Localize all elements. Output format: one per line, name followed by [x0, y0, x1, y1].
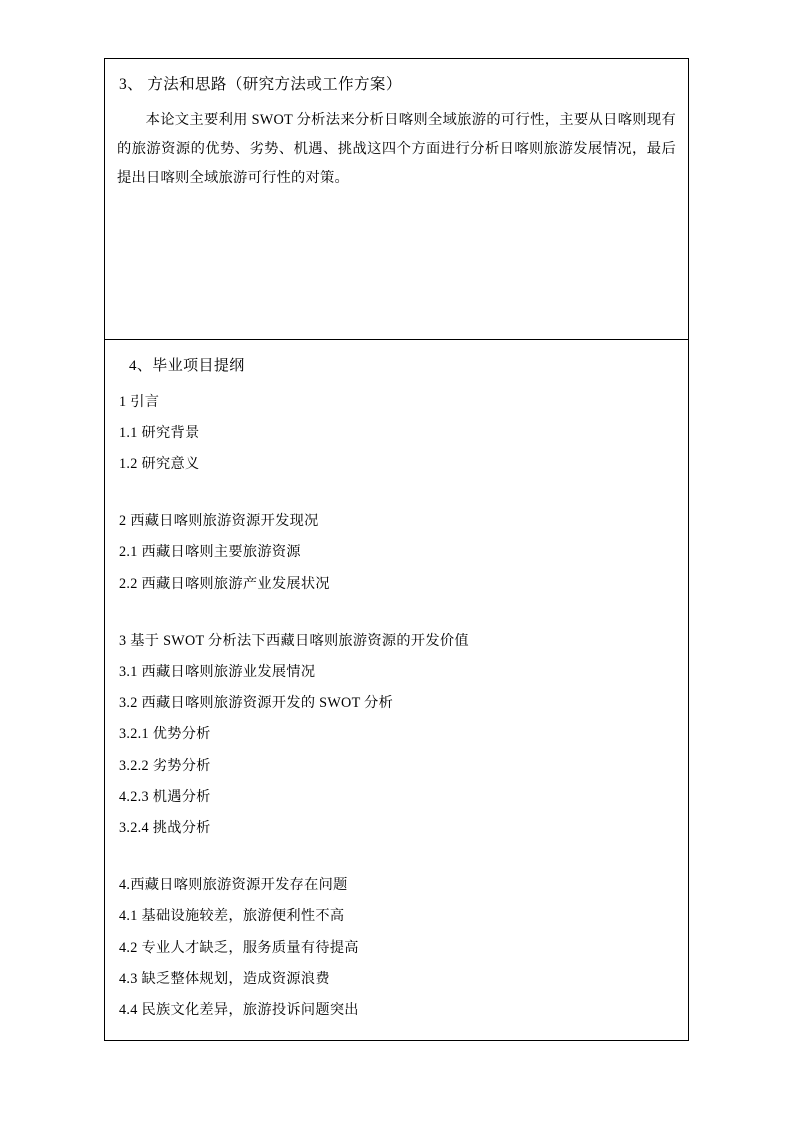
list-item: 2.2 西藏日喀则旅游产业发展状况: [119, 575, 330, 592]
list-item-spacer: [117, 599, 676, 625]
list-item: 1 引言: [119, 393, 160, 410]
list-item: 2.1 西藏日喀则主要旅游资源: [119, 544, 301, 561]
list-item: 1.2 研究意义: [119, 455, 200, 472]
section-heading-outline: 4、毕业项目提纲: [129, 358, 245, 374]
list-item: 3 基于 SWOT 分析法下西藏日喀则旅游资源的开发价值: [119, 632, 469, 649]
method-cell: [105, 59, 689, 340]
section-heading-method: 3、 方法和思路（研究方法或工作方案）: [119, 76, 402, 93]
table-row-outline: [105, 340, 689, 1041]
list-item: 3.2.2 劣势分析: [119, 757, 211, 774]
list-item: 4.西藏日喀则旅游资源开发存在问题: [119, 877, 348, 894]
list-item-spacer: [117, 844, 676, 870]
outline-cell-inner: [105, 340, 688, 1040]
list-item: 2 西藏日喀则旅游资源开发现况: [119, 513, 319, 530]
outline-cell: [105, 340, 689, 1041]
method-cell-inner: [105, 59, 688, 206]
list-item: 4.2.3 机遇分析: [119, 788, 211, 805]
form-table: [104, 58, 689, 1041]
list-item: 1.1 研究背景: [119, 424, 200, 441]
list-item-spacer: [117, 480, 676, 506]
list-item: 3.2.4 挑战分析: [119, 819, 211, 836]
table-row-method: [105, 59, 689, 340]
list-item: 4.1 基础设施较差，旅游便利性不高: [119, 908, 345, 925]
list-item: 3.1 西藏日喀则旅游业发展情况: [119, 663, 316, 680]
list-item: 3.2.1 优势分析: [119, 726, 211, 743]
list-item: 4.4 民族文化差异，旅游投诉问题突出: [119, 1001, 359, 1018]
list-item: 4.2 专业人才缺乏，服务质量有待提高: [119, 939, 359, 956]
outline-list: [117, 386, 676, 1026]
list-item: 4.3 缺乏整体规划，造成资源浪费: [119, 970, 330, 987]
list-item: 3.2 西藏日喀则旅游资源开发的 SWOT 分析: [119, 695, 394, 712]
method-paragraph: 本论文主要利用 SWOT 分析法来分析日喀则全域旅游的可行性，主要从日喀则现有的旅游资源的优势、劣势、机遇、挑战这四个方面进行分析日喀则旅游发展情况，最后提出日喀则全域旅游可行性的对策。: [117, 111, 676, 186]
